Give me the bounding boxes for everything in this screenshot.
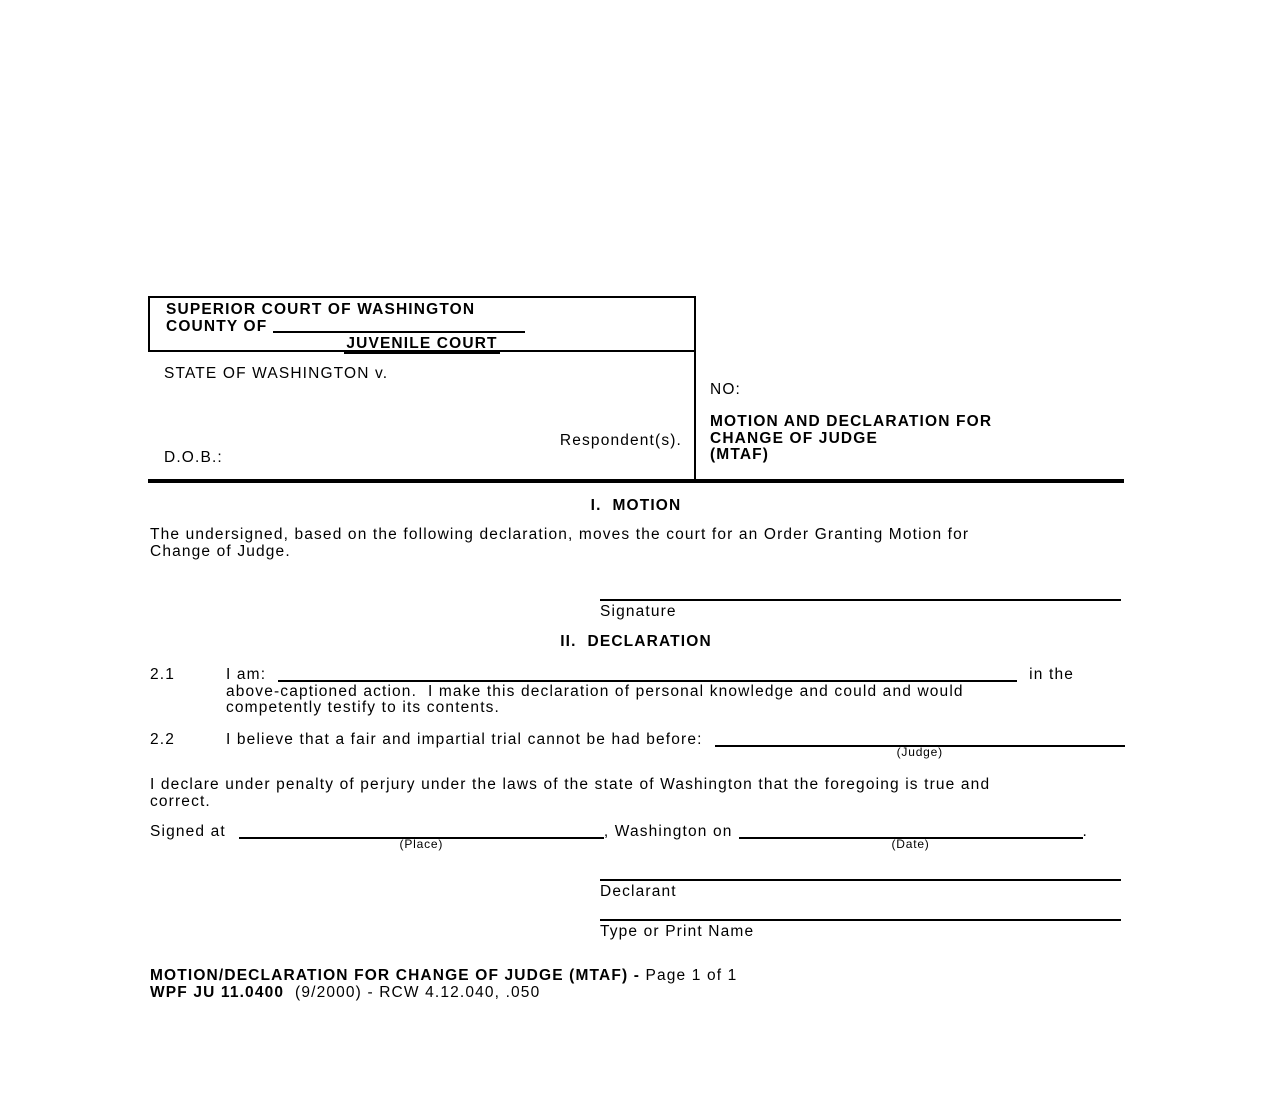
item-2-2-content — [226, 731, 1125, 759]
footer-page-count: Page 1 of 1 — [645, 967, 738, 984]
respondent-label: Respondent(s). — [559, 432, 682, 449]
party-caption-area — [148, 352, 694, 481]
item-2-1-content — [226, 667, 1125, 717]
judge-caption: (Judge) — [896, 745, 943, 759]
document-title-line-2: CHANGE OF JUDGE — [710, 429, 878, 447]
form-footer — [150, 968, 737, 1001]
type-print-name-label: Type or Print Name — [600, 923, 755, 940]
party-line: STATE OF WASHINGTON v. — [164, 365, 389, 382]
perjury-paragraph — [150, 777, 1135, 810]
juvenile-court-label: JUVENILE COURT — [346, 335, 498, 352]
judge-blank-line — [715, 745, 1125, 759]
declaration-section-heading: II. DECLARATION — [560, 633, 712, 650]
in-the-label: in the — [1029, 666, 1074, 683]
type-print-name-rule-block — [600, 919, 1121, 941]
i-am-blank-line — [278, 680, 1017, 682]
case-caption-block — [148, 296, 1124, 483]
motion-body-line-1: The undersigned, based on the following declaration, moves the court for an Order Granting Motion for — [150, 526, 970, 543]
date-caption: (Date) — [891, 837, 930, 851]
court-header-box — [148, 296, 694, 352]
court-name: SUPERIOR COURT OF WASHINGTON — [166, 301, 476, 318]
item-2-2-number: 2.2 — [150, 731, 175, 748]
signature-rule-block — [600, 599, 1121, 621]
item-2-1-line-2: above-captioned action. I make this declaration of personal knowledge and could and would — [226, 682, 964, 700]
county-line — [166, 318, 694, 335]
signature-label: Signature — [600, 603, 677, 620]
place-blank-line — [239, 837, 604, 851]
signed-at-label: Signed at — [150, 823, 226, 840]
place-caption: (Place) — [399, 837, 444, 851]
document-title-line-3: (MTAF) — [710, 446, 770, 463]
signed-row-period: . — [1082, 823, 1089, 840]
signed-at-row — [150, 823, 1125, 851]
case-number-label: NO: — [710, 381, 742, 398]
declaration-item-2-2 — [150, 731, 1125, 759]
footer-form-number: WPF JU 11.0400 — [150, 983, 285, 1001]
caption-right-column — [710, 296, 1124, 483]
county-label: COUNTY OF — [166, 318, 268, 335]
perjury-line-2: correct. — [150, 792, 211, 810]
motion-body-line-2: Change of Judge. — [150, 542, 291, 560]
washington-on-label: , Washington on — [603, 823, 733, 840]
motion-body-paragraph — [150, 527, 1130, 560]
county-blank-line — [273, 331, 525, 333]
declarant-label: Declarant — [600, 883, 677, 900]
fair-trial-text: I believe that a fair and impartial trial cannot be had before: — [226, 731, 703, 748]
motion-section-heading: I. MOTION — [590, 497, 682, 514]
document-title — [710, 414, 992, 464]
footer-line-1 — [150, 968, 737, 985]
footer-form-title: MOTION/DECLARATION FOR CHANGE OF JUDGE (MTAF) - — [150, 967, 646, 984]
dob-label: D.O.B.: — [164, 449, 223, 466]
i-am-label: I am: — [226, 666, 267, 683]
item-2-1-line-1 — [226, 667, 1074, 684]
perjury-line-1: I declare under penalty of perjury under the laws of the state of Washington that the foregoing is true and — [150, 776, 991, 793]
document-title-line-1: MOTION AND DECLARATION FOR — [710, 413, 993, 430]
footer-line-2 — [150, 985, 737, 1002]
item-2-1-line-3: competently testify to its contents. — [226, 699, 501, 716]
item-2-1-number: 2.1 — [150, 666, 175, 683]
declarant-rule-block — [600, 879, 1121, 901]
declaration-item-2-1 — [150, 667, 1125, 717]
date-blank-line — [739, 837, 1083, 851]
caption-left-column — [148, 296, 696, 483]
footer-form-citation: (9/2000) - RCW 4.12.040, .050 — [284, 983, 541, 1001]
